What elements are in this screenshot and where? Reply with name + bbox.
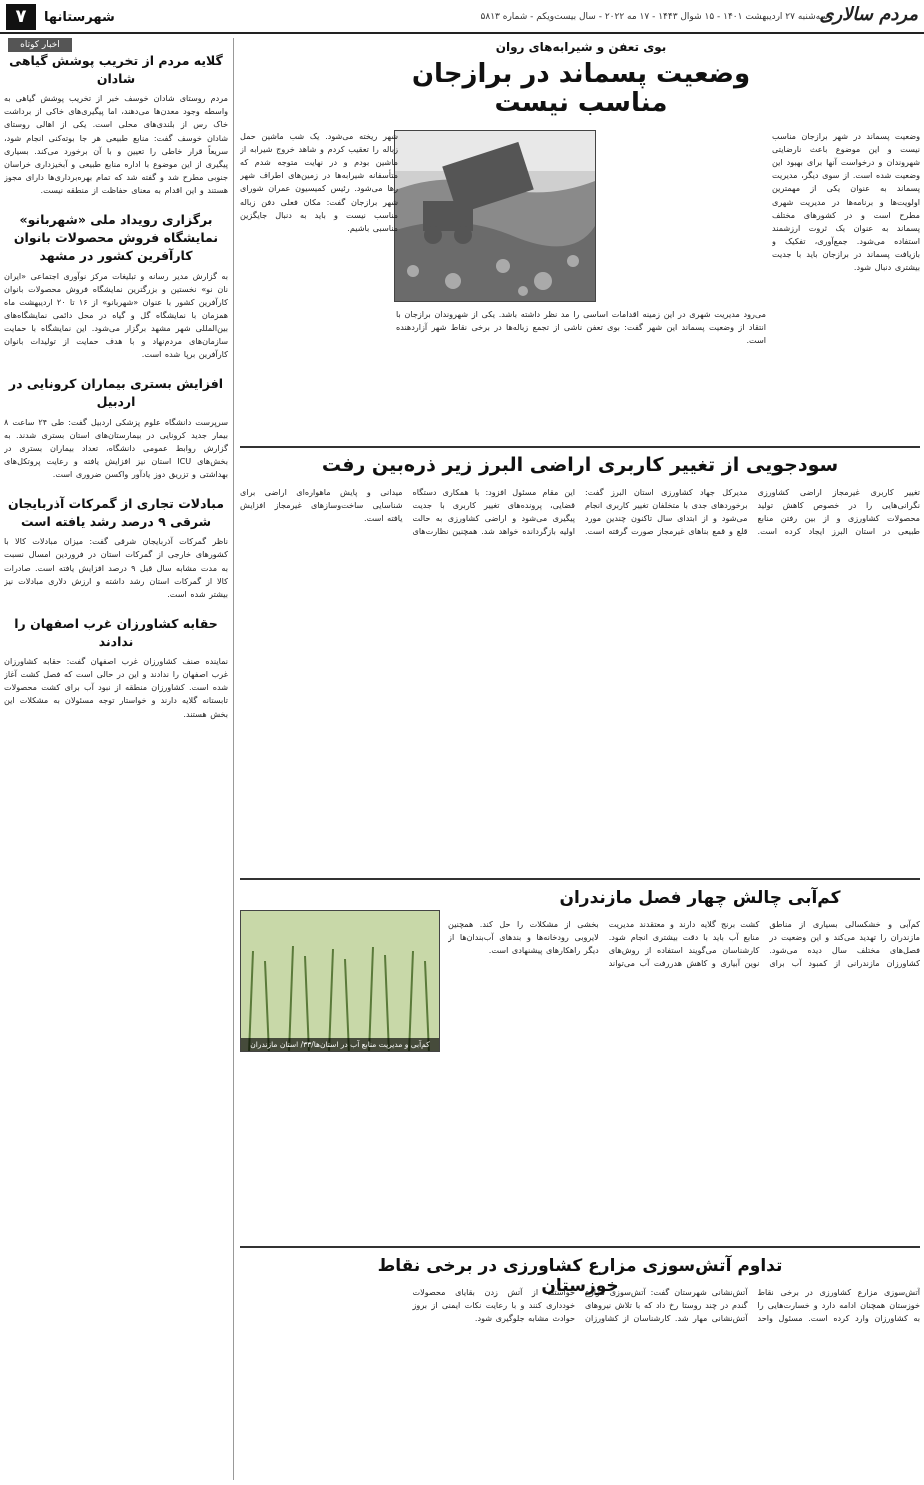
- article2-text: تغییر کاربری غیرمجاز اراضی کشاورزی نگرانی‌هایی را در خصوص کاهش تولید محصولات کشاورزی و از بین رفتن منابع طبیعی در استان البرز ایجاد کرده است. مدیرکل جهاد کشاورزی استان البرز گفت: برخوردهای جدی با متخلفان تغییر کاربری انجام می‌شود و از ابتدای سال تاکنون چندین مورد قلع و قمع بناهای غیرمجاز صورت گرفته است. این مقام مسئول افزود: با همکاری دستگاه قضایی، پرونده‌های تغییر کاربری با جدیت پیگیری می‌شود و اراضی کشاورزی به حالت اولیه بازگردانده خواهد شد. همچنین نظارت‌های میدانی و پایش ماهواره‌ای اراضی برای شناسایی ساخت‌وسازهای غیرمجاز افزایش یافته است.: [240, 487, 920, 537]
- newspaper-logo: مردم سالاری: [819, 4, 918, 25]
- article2-body: [240, 486, 920, 866]
- main-content: [240, 38, 920, 1480]
- lead-column-mid: [240, 130, 398, 302]
- news-body: به گزارش مدیر رسانه و تبلیغات مرکز نوآوری اجتماعی «ایران نان نو» نخستین و بزرگترین نمایشگاه فروش محصولات بانوان کارآفرین کشور با عنوان «شهربانو» از ۱۶ تا ۲۰ اردیبهشت ماه همزمان با نمایشگاه گل و گیاه در محل دائمی نمایشگاه‌های بین‌المللی شهر مشهد برگزار می‌شود. این نمایشگاه با حمایت سازمان‌های مردم‌نهاد و با هدف حمایت از تولیدات بانوان کارآفرین برپا شده است.: [4, 270, 228, 360]
- page-number: ۷: [6, 4, 36, 30]
- news-body: نماینده صنف کشاورزان غرب اصفهان گفت: حقابه کشاورزان غرب اصفهان را ندادند و این در حالی است که فصل کشت آغاز شده است. کشاورزان منطقه از نبود آب برای کشت محصولات تابستانه گلایه دارند و خواستار توجه مسئولان به مشکلات این بخش هستند.: [4, 656, 228, 719]
- lead-body-right: وضعیت پسماند در شهر برازجان مناسب نیست و این موضوع باعث نارضایتی شهروندان و درخواست آنها برای بهبود این وضعیت شده است. از سوی دیگر، مدیریت پسماند به عنوان یکی از مهمترین اولویت‌ها و برنامه‌ها در مدیریت شهری مطرح است و در کشورهای مختلف پسماند به عنوان یک ثروت ارزشمند استفاده می‌شود. جمع‌آوری، تفکیک و بازیافت پسماند در برازجان باید با جدیت بیشتری دنبال شود.: [772, 131, 920, 273]
- photo-caption: کم‌آبی و مدیریت منابع آب در استان‌ها/۳۳/ استان مازندران: [241, 1038, 439, 1051]
- landfill-illustration: [394, 131, 595, 302]
- news-item: [4, 615, 228, 721]
- landfill-photo: [394, 130, 596, 302]
- news-item: [4, 211, 228, 361]
- news-body: مردم روستای شادان خوسف خبر از تخریب پوشش گیاهی به واسطه وجود معدن‌ها می‌دهند، اما پیگیری‌های خاکی از برداشت خاک رس از بلندی‌های محلی است. یکی از اهالی روستای شادان خوسف گفت: منابع طبیعی هر جا بوته‌کنی انجام شود، سریعاً قرار خاطی را تعیین و با آن برخورد می‌کند. بسیاری پیگیری از این موضوع با اداره منابع طبیعی و آبخیزداری خراسان جنوبی مطرح شد و گفته شد که تمام بهره‌برداری‌ها دارای مجوز هستند و این اقدام به معنای حفاظت از منطقه نیست.: [4, 93, 228, 196]
- lead-column-bottom: [396, 308, 766, 428]
- news-item: [4, 495, 228, 601]
- article4-body: [240, 1286, 920, 1476]
- section-divider: [240, 446, 920, 448]
- news-title: گلایه مردم از تخریب پوشش گیاهی شادان: [9, 53, 223, 87]
- article4-headline: تداوم آتش‌سوزی مزارع کشاورزی در برخی نقاط خوزستان: [377, 1256, 783, 1296]
- lead-body-mid: شهر ریخته می‌شود. یک شب ماشین حمل زباله را تعقیب کردم و شاهد خروج شیرابه از ماشین بودم و در نهایت متوجه شدم که متأسفانه شیرابه‌ها در زمین‌های اطراف شهر رها می‌شود. رئیس کمیسیون عمران شورای شهر برازجان گفت: مکان فعلی دفن زباله مناسب نیست و باید به دنبال جایگزین مناسبی باشیم.: [240, 131, 398, 233]
- news-item: [4, 375, 228, 481]
- lead-column-right: [772, 130, 920, 480]
- masthead: [0, 0, 924, 34]
- section-divider: [240, 1246, 920, 1248]
- news-body: ناظر گمرکات آذربایجان شرقی گفت: میزان مبادلات کالا با کشورهای خارجی از گمرکات استان در فروردین امسال نسبت به مدت مشابه سال قبل ۹ درصد افزایش یافته است. صادرات کالا از گمرکات استان رشد داشته و ارزش دلاری مبادلات نیز بیشتر شده است.: [4, 536, 228, 599]
- sidebar-tag: اخبار کوتاه: [8, 38, 72, 52]
- article3-headline: کم‌آبی چالش چهار فصل مازندران: [559, 888, 841, 908]
- section-name: شهرستانها: [44, 10, 115, 25]
- section-divider: [240, 878, 920, 880]
- news-body: سرپرست دانشگاه علوم پزشکی اردبیل گفت: طی ۲۴ ساعت ۸ بیمار جدید کرونایی در بیمارستان‌های استان بستری شدند. به گزارش روابط عمومی دانشگاه، تعداد بیماران بستری در بخش‌های ICU استان نیز افزایش یافته و رعایت پروتکل‌های بهداشتی و تزریق دوز یادآور واکسن ضروری است.: [4, 416, 229, 479]
- news-title: حقابه کشاورزان غرب اصفهان را ندادند: [14, 615, 218, 649]
- crop-illustration: [240, 911, 439, 1052]
- lead-headline: وضعیت پسماند در برازجان مناسب نیست: [411, 59, 751, 118]
- article2-headline: سودجویی از تغییر کاربری اراضی البرز زیر ذره‌بین رفت: [321, 454, 839, 476]
- news-title: مبادلات تجاری از گمرکات آذربایجان شرقی ۹ درصد رشد یافته است: [7, 496, 225, 530]
- lead-kicker: بوی تعفن و شیرابه‌های روان: [495, 40, 667, 54]
- news-title: افزایش بستری بیماران کرونایی در اردبیل: [8, 376, 224, 410]
- article3-text: کم‌آبی و خشکسالی بسیاری از مناطق مازندران را تهدید می‌کند و این وضعیت در فصل‌های مختلف سال دیده می‌شود. کشاورزان مازندرانی از کمبود آب برای کشت برنج گلایه دارند و معتقدند مدیریت منابع آب باید با دقت بیشتری انجام شود. کارشناسان می‌گویند استفاده از روش‌های نوین آبیاری و کاهش هدررفت آب می‌تواند بخشی از مشکلات را حل کند. همچنین لایروبی رودخانه‌ها و بندهای آب‌بندان‌ها از دیگر راهکارهای پیشنهادی است.: [448, 919, 920, 969]
- issue-line: سه‌شنبه ۲۷ اردیبهشت ۱۴۰۱ - ۱۵ شوال ۱۴۴۳ - ۱۷ مه ۲۰۲۲ - سال بیست‌ویکم - شماره ۵۸۱۳: [480, 12, 828, 22]
- news-title: برگزاری رویداد ملی «شهربانو» نمایشگاه فروش محصولات بانوان کارآفرین کشور در مشهد: [13, 212, 219, 264]
- sidebar-news: [4, 38, 234, 1480]
- lead-body-bottom: می‌رود مدیریت شهری در این زمینه اقدامات اساسی را مد نظر داشته باشد. یکی از شهروندان برازجان با انتقاد از وضعیت پسماند این شهر گفت: بوی تعفن ناشی از تجمع زباله‌ها در برخی نقاط شهر آزاردهنده است.: [396, 309, 766, 346]
- article4-text: آتش‌سوزی مزارع کشاورزی در برخی نقاط خوزستان همچنان ادامه دارد و خسارت‌هایی را به کشاورزان وارد کرده است. مسئول واحد آتش‌نشانی شهرستان گفت: آتش‌سوزی مزارع گندم در چند روستا رخ داد که با تلاش نیروهای آتش‌نشانی مهار شد. کارشناسان از کشاورزان خواستند از آتش زدن بقایای محصولات خودداری کنند و با رعایت نکات ایمنی از بروز حوادث مشابه جلوگیری شود.: [412, 1287, 920, 1324]
- article3-body: [448, 918, 920, 1238]
- crop-field-photo: [240, 910, 440, 1052]
- news-item: [4, 52, 228, 197]
